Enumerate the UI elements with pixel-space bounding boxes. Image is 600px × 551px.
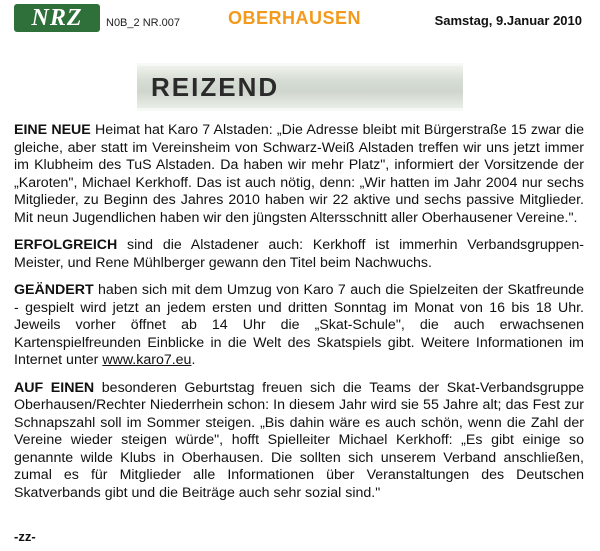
author-signature: -zz- bbox=[14, 529, 36, 544]
website-link[interactable]: www.karo7.eu bbox=[102, 352, 192, 368]
paragraph-text: haben sich mit dem Umzug von Karo 7 auch die Spielzeiten der Skatfreunde - gespielt wird jetzt an jedem ersten und dritten Sonntag im Monat von 16 bis 18 Uhr. Jeweils vorher öffnet ab 14 Uhr die „Skat-Schule", die auch erwachsenen Kartenspielfreunden Einblicke in die Welt des Skatspiels gibt. Weitere Informationen im Internet unter bbox=[14, 282, 584, 368]
paragraph-lead: AUF EINEN bbox=[14, 379, 95, 396]
paragraph-1 bbox=[14, 122, 584, 227]
paragraph-tail: . bbox=[191, 352, 196, 368]
paragraph-text: besonderen Geburtstag freuen sich die Teams der Skat-Verbandsgruppe Oberhausen/Rechter Niederrhein schon: In diesem Jahr wird sie 55 Jahre alt; das Fest zur Schnapszahl soll im Sommer steigen. „Bis dahin wäre es auch schön, wenn die Zahl der Vereine wieder steigen würde", hofft Spielleiter Michael Kerkhoff: „Es gibt einige so genannte wilde Klubs in Oberhausen. Die sollten sich unserem Verband anschließen, zumal es für Mitglieder alle Informationen über Veranstaltungen des Deutschen Skatverbands gibt und die Beiträge auch sehr sozial sind." bbox=[14, 379, 584, 501]
paragraph-lead: ERFOLGREICH bbox=[14, 237, 118, 253]
paragraph-2 bbox=[14, 237, 584, 272]
paragraph-text: Heimat hat Karo 7 Alstaden: „Die Adresse bleibt mit Bürgerstraße 15 zwar die gleiche, aber statt im Vereinsheim von Schwarz-Weiß Alstaden treffen wir uns jetzt immer im Klubheim des TuS Alstaden. Da haben wir mehr Platz", informiert der Vorsitzende der „Karoten", Michael Kerkhoff. Das ist auch nötig, denn: „Wir hatten im Jahr 2004 nur sechs Mitglieder, zu Beginn des Jahres 2010 haben wir 22 aktive und sechs passive Mitglieder. Mit neun Jugendlichen haben wir den jüngsten Altersschnitt aller Oberhausener Vereine.". bbox=[14, 122, 584, 226]
headline-banner bbox=[137, 63, 463, 111]
paragraph-4 bbox=[14, 380, 584, 503]
city-section-title: OBERHAUSEN bbox=[228, 8, 362, 28]
paragraph-3 bbox=[14, 282, 584, 370]
paragraph-text: sind die Alstadener auch: Kerkhoff ist immerhin Verbandsgruppen-Meister, und Rene Mühlberger gewann den Titel beim Nachwuchs. bbox=[14, 237, 584, 271]
newspaper-logo: NRZ bbox=[14, 4, 100, 32]
headline-text: REIZEND bbox=[151, 72, 280, 102]
publication-date: Samstag, 9.Januar 2010 bbox=[434, 13, 582, 28]
paragraph-lead: EINE NEUE bbox=[14, 122, 91, 138]
article-body bbox=[14, 122, 584, 512]
paragraph-lead: GEÄNDERT bbox=[14, 282, 94, 298]
page-header bbox=[0, 0, 600, 40]
issue-number: N0B_2 NR.007 bbox=[106, 17, 180, 29]
